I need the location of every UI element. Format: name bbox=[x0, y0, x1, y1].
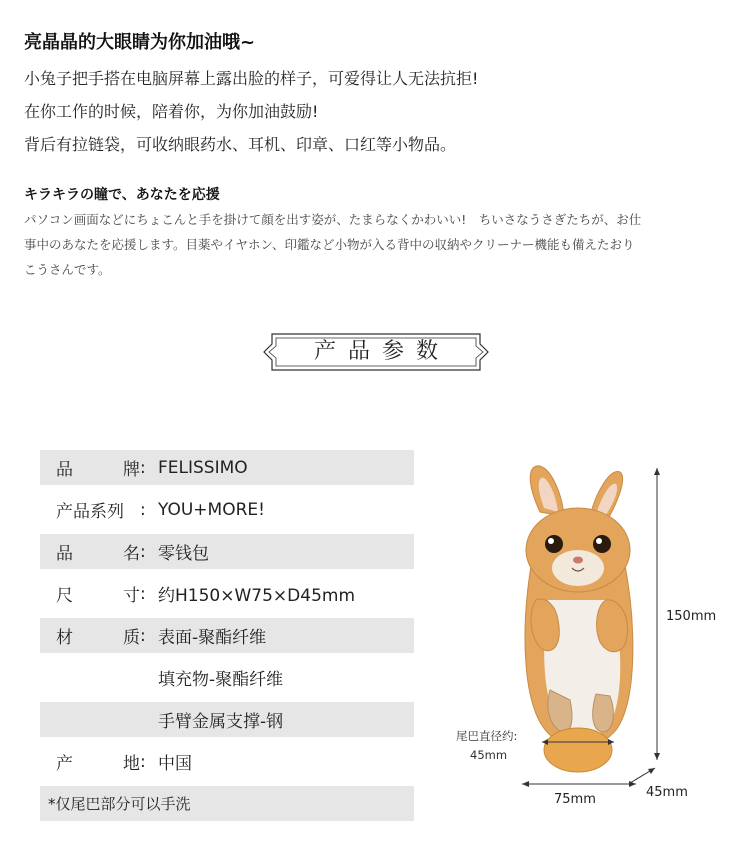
spec-value: 表面-聚酯纤维 bbox=[158, 628, 267, 648]
spec-table bbox=[40, 450, 414, 828]
dimension-depth-label: 45mm bbox=[646, 785, 688, 800]
rabbit-plush-illustration bbox=[440, 450, 750, 840]
spec-row-material-3 bbox=[40, 702, 414, 737]
tail-diameter-label: 尾巴直径约: bbox=[456, 729, 518, 743]
spec-value: 约H150×W75×D45mm bbox=[158, 586, 356, 606]
spec-row-name: 品 名 : 零钱包 bbox=[40, 534, 414, 569]
japanese-body: パソコン画面などにちょこんと手を掛けて顔を出す姿が、たまらなくかわいい! ちいさなうさぎたちが、お仕事中のあなたを応援します。目薬やイヤホン、印鑑など小物が入る背中の収納やクリーナー機能も備えたおりこうさんです。 bbox=[24, 212, 642, 277]
intro-line-2: 在你工作的时候，陪着你，为你加油鼓励! bbox=[24, 102, 319, 121]
japanese-headline: キラキラの瞳で、あなたを応援 bbox=[24, 187, 220, 203]
intro-line-3: 背后有拉链袋，可收纳眼药水、耳机、印章、口红等小物品。 bbox=[24, 135, 457, 154]
section-title: 产品参数 bbox=[313, 339, 450, 364]
tail-diameter-value: 45mm bbox=[470, 748, 508, 762]
dimension-width-label: 75mm bbox=[554, 792, 596, 807]
spec-value: 中国 bbox=[158, 754, 192, 774]
spec-note: *仅尾巴部分可以手洗 bbox=[40, 786, 414, 821]
intro-line-1: 小兔子把手搭在电脑屏幕上露出脸的样子，可爱得让人无法抗拒! bbox=[24, 69, 479, 88]
spec-row-origin: 产 地 : 中国 bbox=[40, 744, 414, 779]
spec-row-material-2 bbox=[40, 660, 414, 695]
spec-row-size: 尺 寸 : 约H150×W75×D45mm bbox=[40, 576, 414, 611]
spec-row-material: 材 质 : 表面-聚酯纤维 bbox=[40, 618, 414, 653]
intro-headline: 亮晶晶的大眼睛为你加油哦~ bbox=[24, 32, 256, 53]
dimension-height-label: 150mm bbox=[666, 609, 717, 624]
spec-row-series: 产品系列 : YOU+MORE! bbox=[56, 499, 265, 522]
spec-value: 手臂金属支撑-钢 bbox=[158, 712, 284, 732]
spec-value: FELISSIMO bbox=[158, 457, 248, 478]
product-figure bbox=[440, 450, 750, 840]
spec-value: 填充物-聚酯纤维 bbox=[158, 670, 284, 690]
spec-row-brand: 品 牌 : FELISSIMO bbox=[40, 450, 414, 485]
spec-value: 零钱包 bbox=[158, 544, 209, 564]
spec-value: YOU+MORE! bbox=[158, 499, 265, 520]
